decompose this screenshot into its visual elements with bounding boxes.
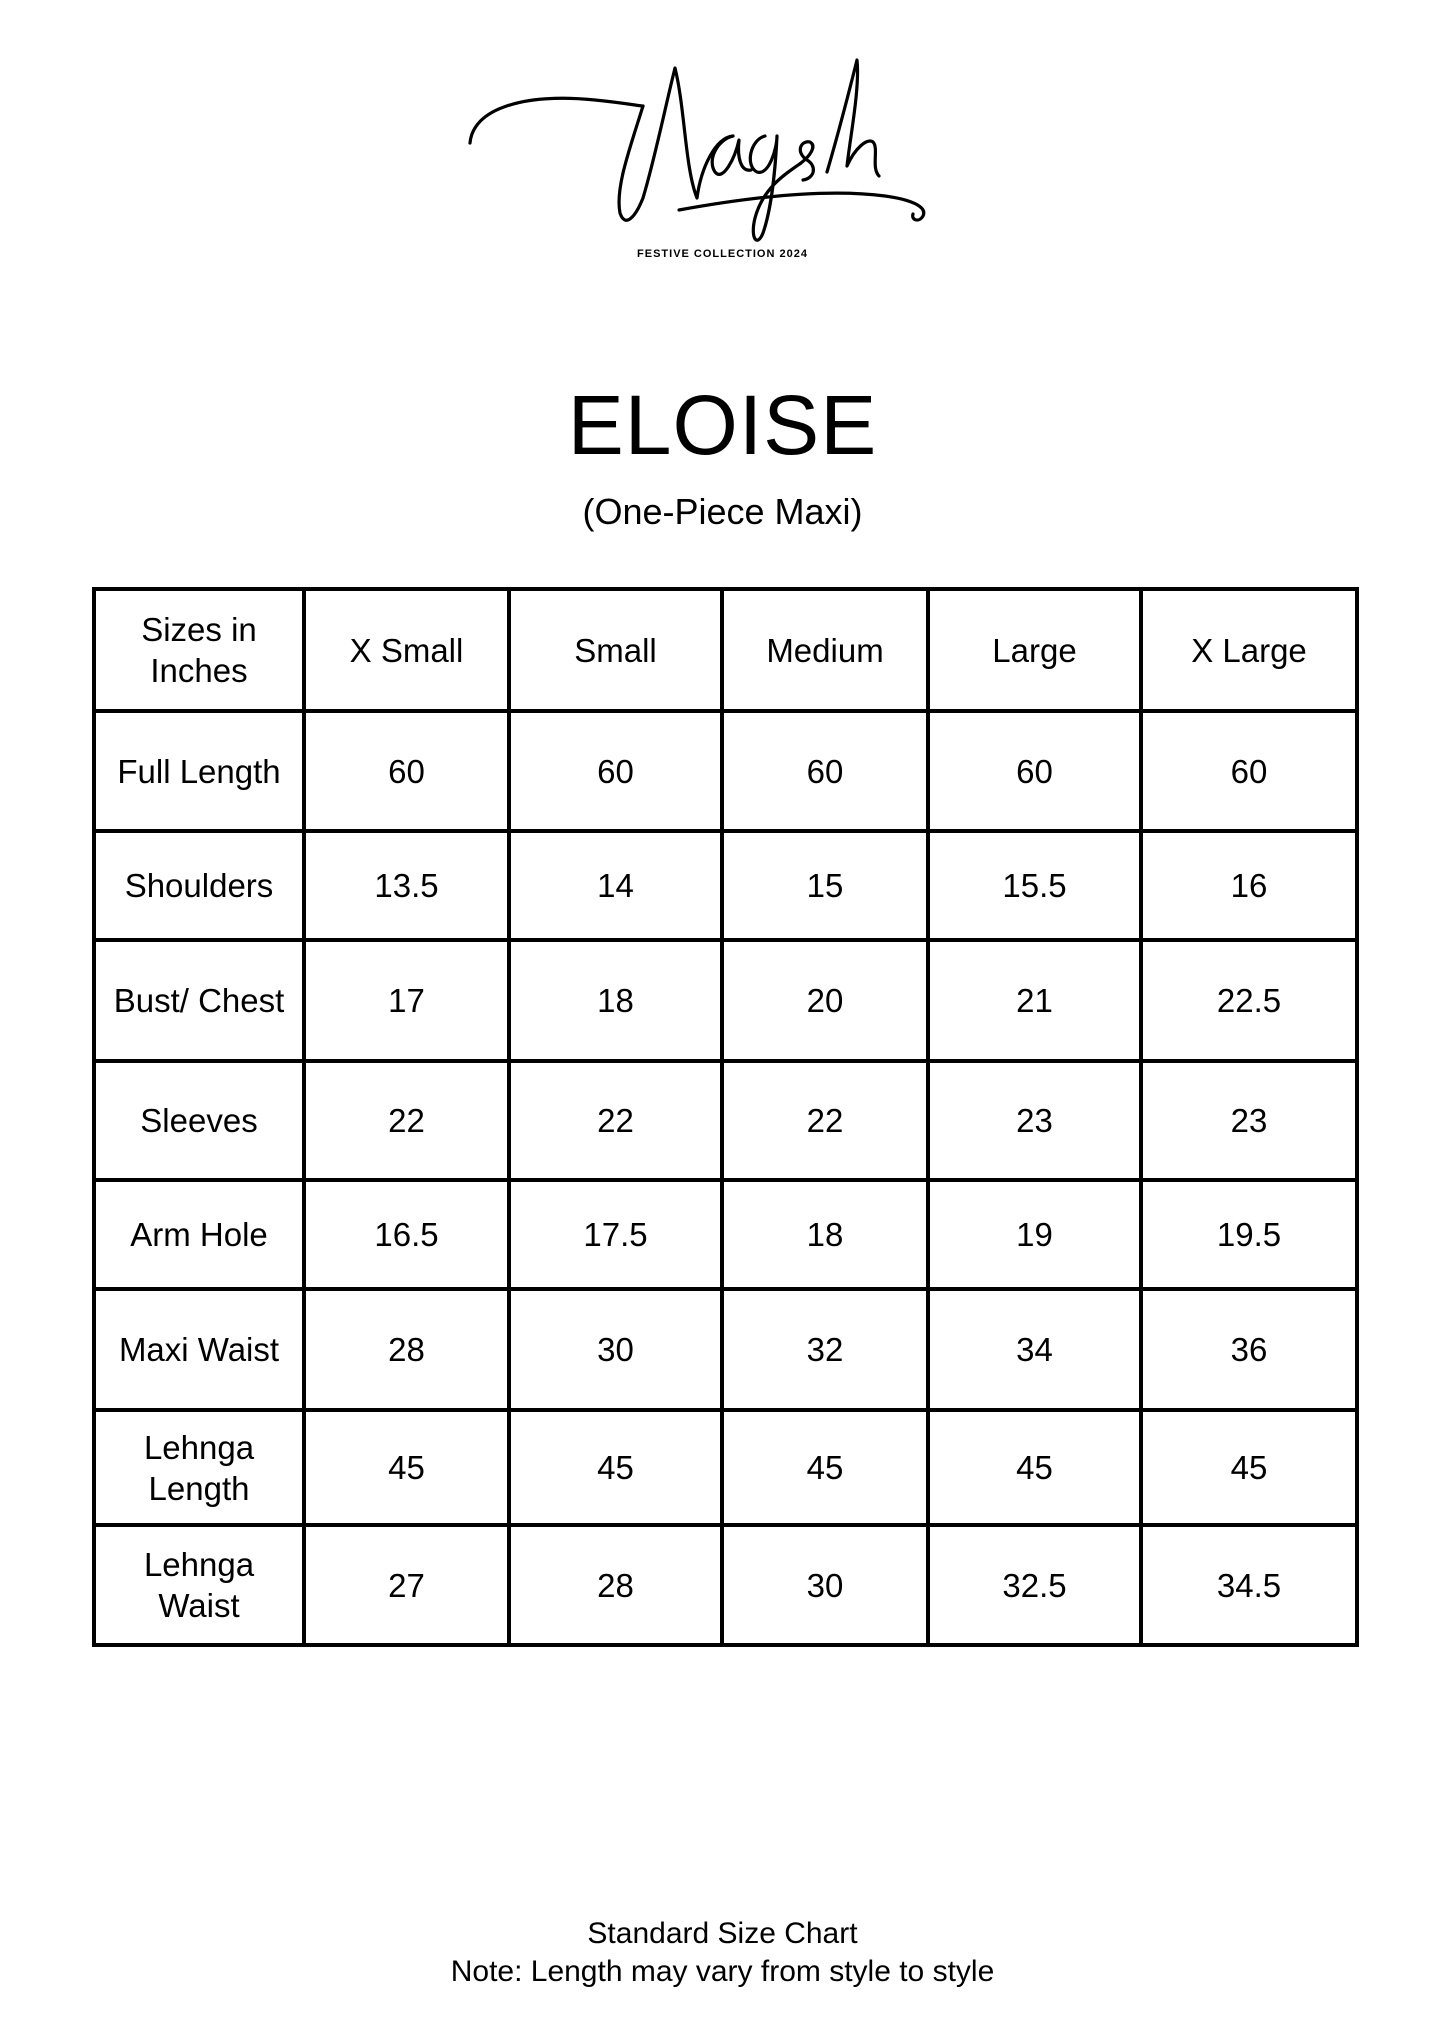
- header-corner-cell: Sizes in Inches: [94, 589, 304, 711]
- value-cell: 60: [1141, 711, 1357, 831]
- row-label-cell: Bust/ Chest: [94, 940, 304, 1061]
- value-cell: 18: [722, 1180, 928, 1289]
- value-cell: 13.5: [304, 831, 509, 940]
- header-size-cell: Small: [509, 589, 722, 711]
- header-size-cell: X Small: [304, 589, 509, 711]
- value-cell: 21: [928, 940, 1141, 1061]
- table-header-row: [94, 589, 1357, 711]
- table-row: [94, 940, 1357, 1061]
- value-cell: 45: [928, 1410, 1141, 1525]
- value-cell: 28: [509, 1525, 722, 1645]
- value-cell: 22: [509, 1061, 722, 1180]
- brand-tagline: FESTIVE COLLECTION 2024: [637, 248, 808, 260]
- value-cell: 60: [928, 711, 1141, 831]
- value-cell: 28: [304, 1289, 509, 1410]
- size-chart-table: [92, 587, 1359, 1647]
- value-cell: 45: [1141, 1410, 1357, 1525]
- naqsh-script-logo-graphic: [465, 48, 945, 278]
- value-cell: 30: [509, 1289, 722, 1410]
- value-cell: 32.5: [928, 1525, 1141, 1645]
- table-row: [94, 831, 1357, 940]
- value-cell: 45: [304, 1410, 509, 1525]
- brand-logo: [465, 48, 945, 278]
- row-label-cell: Arm Hole: [94, 1180, 304, 1289]
- value-cell: 60: [304, 711, 509, 831]
- value-cell: 16: [1141, 831, 1357, 940]
- row-label-cell: Shoulders: [94, 831, 304, 940]
- value-cell: 17.5: [509, 1180, 722, 1289]
- row-label-cell: Maxi Waist: [94, 1289, 304, 1410]
- row-label-cell: Lehnga Waist: [94, 1525, 304, 1645]
- row-label-cell: Full Length: [94, 711, 304, 831]
- value-cell: 27: [304, 1525, 509, 1645]
- footer-note: Note: Length may vary from style to style: [450, 1955, 995, 1988]
- header-size-cell: Medium: [722, 589, 928, 711]
- table-row: [94, 1061, 1357, 1180]
- value-cell: 30: [722, 1525, 928, 1645]
- header-size-cell: Large: [928, 589, 1141, 711]
- value-cell: 19: [928, 1180, 1141, 1289]
- value-cell: 36: [1141, 1289, 1357, 1410]
- table-row: [94, 711, 1357, 831]
- header-size-cell: X Large: [1141, 589, 1357, 711]
- value-cell: 15.5: [928, 831, 1141, 940]
- product-title: ELOISE: [567, 378, 878, 472]
- value-cell: 23: [928, 1061, 1141, 1180]
- value-cell: 34.5: [1141, 1525, 1357, 1645]
- value-cell: 19.5: [1141, 1180, 1357, 1289]
- row-label-cell: Lehnga Length: [94, 1410, 304, 1525]
- value-cell: 23: [1141, 1061, 1357, 1180]
- value-cell: 45: [722, 1410, 928, 1525]
- row-label-cell: Sleeves: [94, 1061, 304, 1180]
- value-cell: 20: [722, 940, 928, 1061]
- value-cell: 14: [509, 831, 722, 940]
- value-cell: 16.5: [304, 1180, 509, 1289]
- value-cell: 22: [722, 1061, 928, 1180]
- value-cell: 45: [509, 1410, 722, 1525]
- value-cell: 60: [509, 711, 722, 831]
- table-row: [94, 1289, 1357, 1410]
- value-cell: 15: [722, 831, 928, 940]
- table-row: [94, 1525, 1357, 1645]
- value-cell: 60: [722, 711, 928, 831]
- value-cell: 34: [928, 1289, 1141, 1410]
- value-cell: 18: [509, 940, 722, 1061]
- value-cell: 22: [304, 1061, 509, 1180]
- value-cell: 17: [304, 940, 509, 1061]
- table-row: [94, 1180, 1357, 1289]
- footer-chart-label: Standard Size Chart: [587, 1917, 858, 1950]
- value-cell: 22.5: [1141, 940, 1357, 1061]
- value-cell: 32: [722, 1289, 928, 1410]
- table-row: [94, 1410, 1357, 1525]
- product-subtitle: (One-Piece Maxi): [582, 491, 863, 532]
